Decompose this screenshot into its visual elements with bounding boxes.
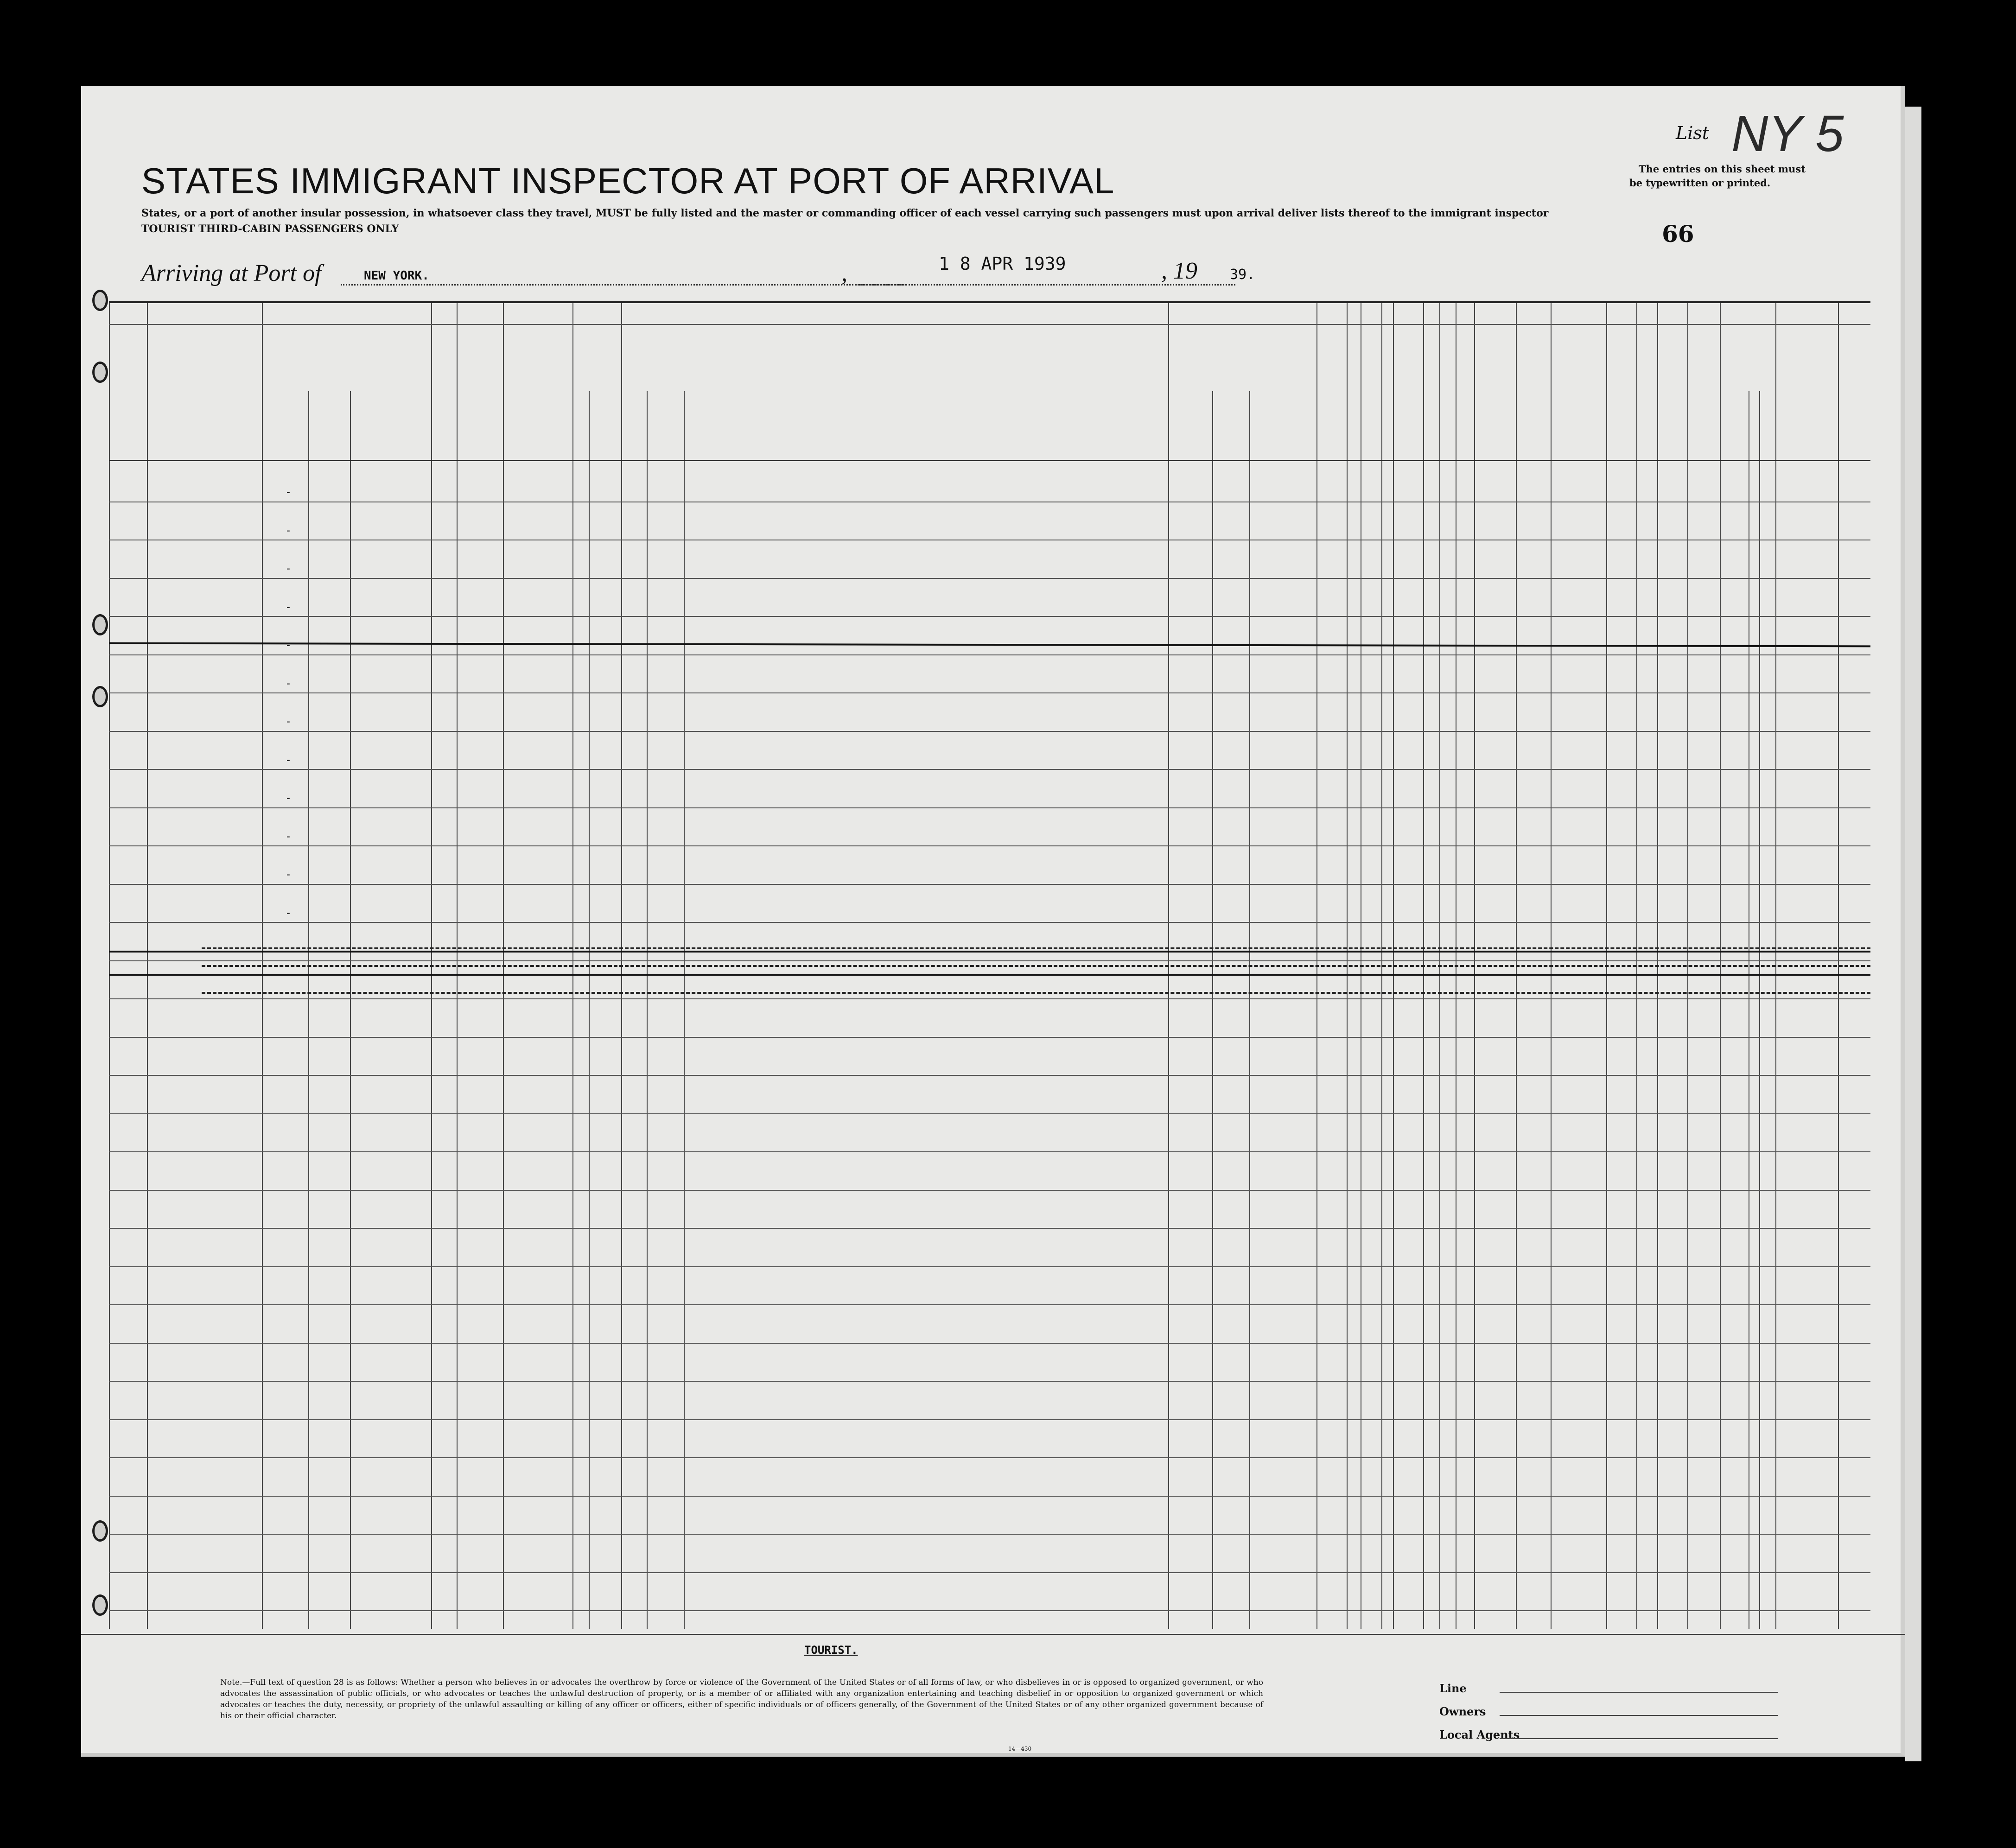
foreign-country: - xyxy=(285,639,292,651)
row-rule xyxy=(109,998,1870,999)
year-prefix: , 19 xyxy=(1161,258,1197,284)
foreign-country: - xyxy=(285,601,292,613)
sub-column-rule xyxy=(684,391,685,1629)
comma: , xyxy=(841,260,847,286)
row-rule xyxy=(109,1534,1870,1535)
row-rule xyxy=(109,884,1870,885)
sub-column-rule xyxy=(1657,391,1658,1629)
strike-row-13 xyxy=(109,951,1870,953)
row-rule xyxy=(109,1266,1870,1267)
owners-field xyxy=(1500,1715,1778,1716)
row-rule xyxy=(109,1304,1870,1305)
foreign-country: - xyxy=(285,486,292,498)
list-number: NY 5 xyxy=(1731,105,1844,162)
form-footer xyxy=(81,1634,1905,1757)
row-rule xyxy=(109,1113,1870,1114)
row-rule xyxy=(109,845,1870,846)
binder-hole xyxy=(92,1520,108,1542)
entries-note-2: be typewritten or printed. xyxy=(1629,177,1771,189)
row-rule xyxy=(109,922,1870,923)
row-rule xyxy=(109,654,1870,655)
row-rule xyxy=(109,1610,1870,1611)
year-prefix-text: 19 xyxy=(1173,258,1197,284)
question-28-note: Note.—Full text of question 28 is as follows: Whether a person who believes in or advocates the overthrow by force or violence of the Government of the United States or of all forms of law, or who disbelieves in or is opposed to organized government, or who advocates the assassination of public officials, or who advocates or teaches the unlawful destruction of property, or is a member of or affiliated with any organization entertaining and teaching disbelief in or opposition to organized government or which advocates or teaches the duty, necessity, or propriety of the unlawful assaulting or killing of any officer or officers, either of specific individuals or of officers generally, of the Government of the United States or of any other organized government because of his or their official character. xyxy=(220,1678,1263,1721)
form-number: 14—430 xyxy=(1008,1746,1032,1752)
date-stamp: 1 8 APR 1939 xyxy=(939,254,1066,274)
row-rule xyxy=(109,731,1870,732)
sub-column-rule xyxy=(1249,391,1250,1629)
binder-hole xyxy=(92,362,108,383)
sheet-edge xyxy=(1905,107,1921,1761)
header-bottom-rule xyxy=(109,460,1870,461)
row-rule xyxy=(109,1496,1870,1497)
arriving-label: Arriving at Port of xyxy=(141,260,322,286)
row-rule xyxy=(109,578,1870,579)
row-rule xyxy=(109,1343,1870,1344)
port-name: NEW YORK. xyxy=(364,269,429,283)
foreign-country: - xyxy=(285,754,292,766)
class-line: TOURIST THIRD-CABIN PASSENGERS ONLY xyxy=(141,223,399,235)
binder-hole xyxy=(92,290,108,311)
row-rule xyxy=(109,692,1870,693)
strike-row-13b xyxy=(109,974,1870,976)
row-rule xyxy=(109,616,1870,617)
line-field xyxy=(1500,1692,1778,1693)
sub-column-rule xyxy=(1759,391,1760,1629)
sub-column-rule xyxy=(308,391,309,1629)
entries-note: The entries on this sheet must xyxy=(1639,163,1806,175)
row-rule xyxy=(109,1572,1870,1573)
row-rule xyxy=(109,1381,1870,1382)
row-rule xyxy=(109,1228,1870,1229)
form-instructions: States, or a port of another insular possession, in whatsoever class they travel, MUST be fully listed and the master or commanding officer of each vessel carrying such passengers must upon arrival deliver lists thereof to the immigrant inspector xyxy=(141,207,1549,219)
line-label: Line xyxy=(1439,1682,1467,1695)
binder-hole xyxy=(92,1594,108,1616)
row-rule xyxy=(109,1457,1870,1458)
binder-hole xyxy=(92,686,108,707)
foreign-country: - xyxy=(285,907,292,919)
foreign-country: - xyxy=(285,524,292,537)
row-rule xyxy=(109,1037,1870,1038)
row-rule xyxy=(109,807,1870,808)
list-label: List xyxy=(1676,123,1710,143)
manifest-table xyxy=(109,301,1870,1627)
foreign-country: - xyxy=(285,563,292,575)
local-agents-label: Local Agents xyxy=(1439,1728,1520,1741)
tourist-label: TOURIST. xyxy=(804,1644,858,1657)
manifest-sheet xyxy=(81,86,1905,1757)
form-title: STATES IMMIGRANT INSPECTOR AT PORT OF ARRIVAL xyxy=(141,160,1115,201)
port-underline xyxy=(341,284,906,286)
row-rule xyxy=(109,769,1870,770)
row-rule xyxy=(109,1151,1870,1152)
row-rule xyxy=(109,1075,1870,1076)
binder-hole xyxy=(92,614,108,635)
row-rule xyxy=(109,1190,1870,1191)
foreign-country: - xyxy=(285,792,292,804)
row-rule xyxy=(109,960,1870,961)
column-number-rule xyxy=(109,324,1870,325)
dashed-rule xyxy=(202,965,1870,967)
row-rule xyxy=(109,1419,1870,1420)
sub-column-rule xyxy=(350,391,351,1629)
local-agents-field xyxy=(1500,1738,1778,1739)
year-suffix: 39. xyxy=(1230,267,1255,283)
foreign-country: - xyxy=(285,716,292,728)
foreign-country: - xyxy=(285,869,292,881)
sub-column-rule xyxy=(647,391,648,1629)
page-number: 66 xyxy=(1662,220,1694,248)
foreign-country: - xyxy=(285,830,292,843)
sub-column-rule xyxy=(1212,391,1213,1629)
foreign-country: - xyxy=(285,677,292,690)
owners-label: Owners xyxy=(1439,1705,1486,1718)
dashed-rule xyxy=(202,947,1870,949)
sub-column-rule xyxy=(589,391,590,1629)
dashed-rule xyxy=(202,992,1870,994)
